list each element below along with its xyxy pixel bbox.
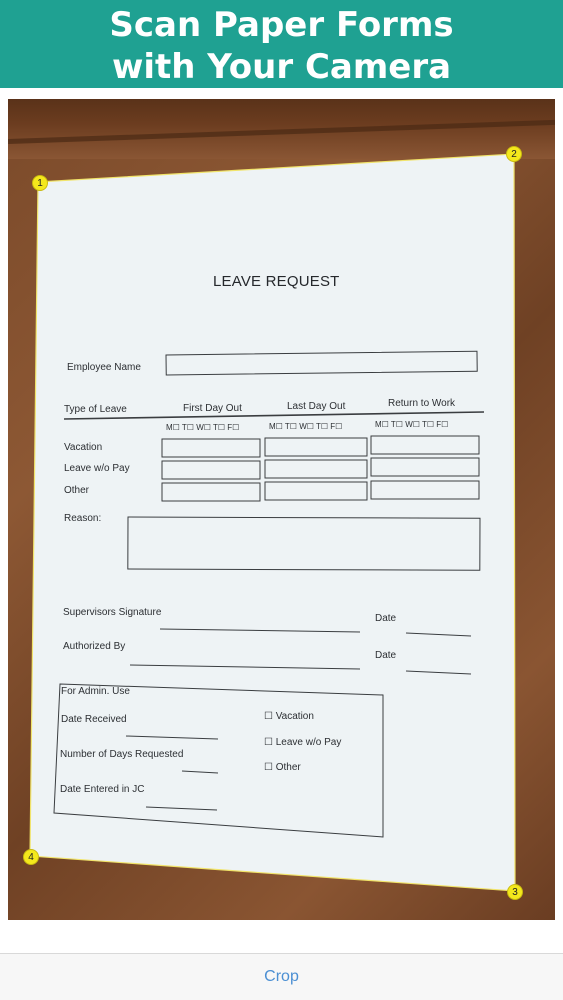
weekday-checkboxes-1: M☐ T☐ W☐ T☐ F☐ (166, 423, 240, 432)
first-day-out-label: First Day Out (183, 403, 242, 414)
return-to-work-label: Return to Work (388, 398, 456, 409)
last-day-out-label: Last Day Out (287, 401, 346, 412)
days-requested-label: Number of Days Requested (60, 749, 184, 760)
date-label-1: Date (375, 613, 397, 624)
banner-line-2: with Your Camera (111, 47, 452, 87)
bottom-toolbar (0, 953, 563, 1000)
admin-vacation-checkbox: ☐ Vacation (264, 711, 314, 722)
admin-use-title: For Admin. Use (61, 686, 130, 697)
reason-label: Reason: (64, 513, 102, 524)
employee-name-label: Employee Name (67, 362, 141, 373)
document-outline (8, 99, 555, 920)
admin-other-checkbox: ☐ Other (264, 762, 301, 773)
admin-leave-checkbox: ☐ Leave w/o Pay (264, 737, 342, 748)
crop-button[interactable]: Crop (264, 968, 299, 985)
row-leave-wo-pay: Leave w/o Pay (64, 463, 130, 474)
supervisor-signature-label: Supervisors Signature (63, 607, 162, 618)
corner-handle-4[interactable]: 4 (23, 849, 39, 865)
weekday-checkboxes-3: M☐ T☐ W☐ T☐ F☐ (375, 420, 449, 429)
row-other: Other (64, 485, 90, 496)
type-of-leave-label: Type of Leave (64, 404, 127, 415)
form-title: LEAVE REQUEST (213, 273, 340, 290)
promo-banner (0, 0, 563, 88)
camera-photo (8, 99, 555, 920)
date-entered-label: Date Entered in JC (60, 784, 145, 795)
banner-line-1: Scan Paper Forms (109, 5, 454, 45)
date-label-2: Date (375, 650, 397, 661)
authorized-by-label: Authorized By (63, 641, 126, 652)
weekday-checkboxes-2: M☐ T☐ W☐ T☐ F☐ (269, 422, 343, 431)
row-vacation: Vacation (64, 442, 103, 453)
corner-handle-1[interactable]: 1 (32, 175, 48, 191)
corner-handle-3[interactable]: 3 (507, 884, 523, 900)
date-received-label: Date Received (61, 714, 127, 725)
corner-handle-2[interactable]: 2 (506, 146, 522, 162)
